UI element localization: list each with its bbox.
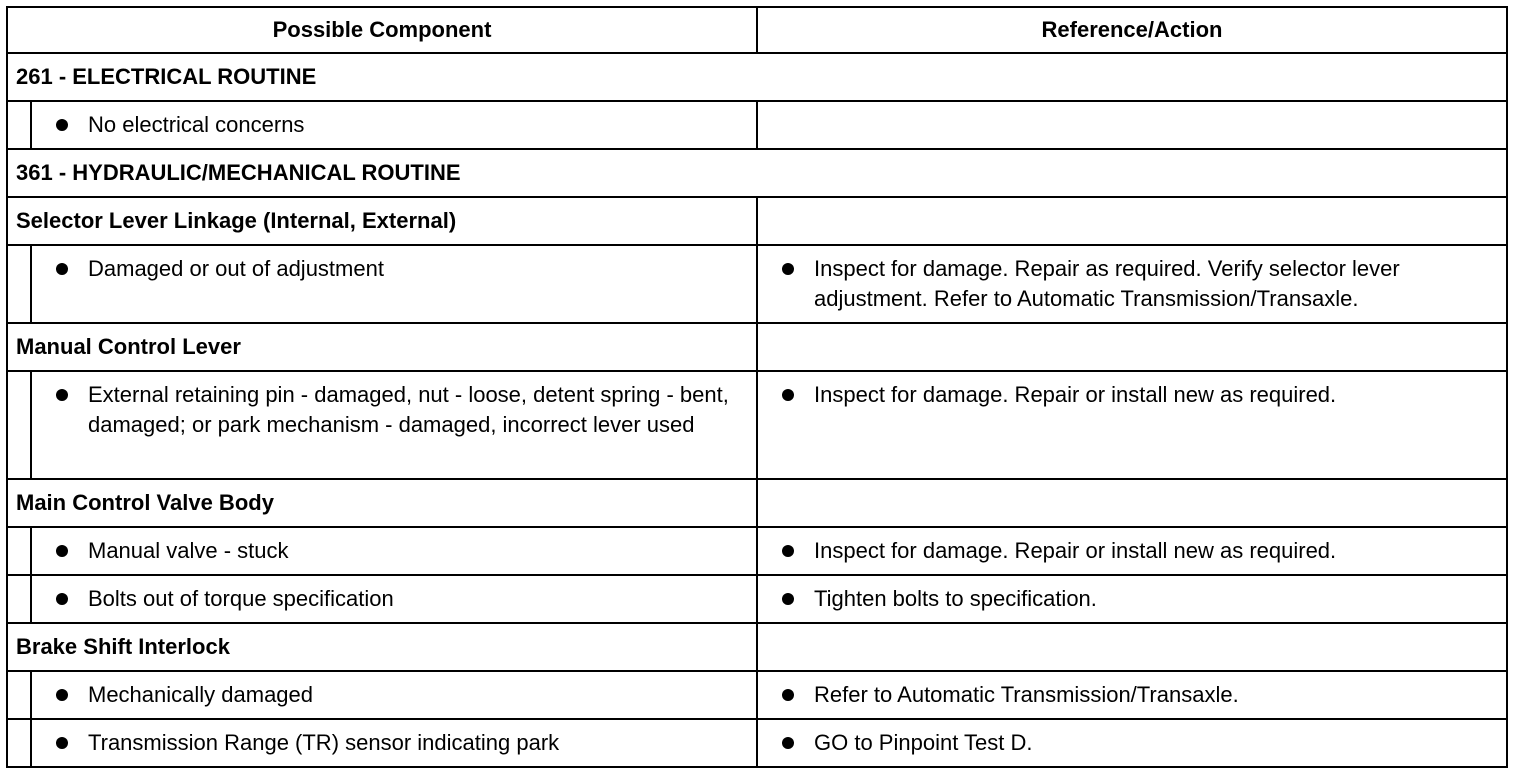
group-row — [7, 479, 1507, 527]
header-row — [7, 7, 1507, 53]
bullet-icon — [782, 389, 794, 401]
table-row — [7, 101, 1507, 149]
bullet-icon — [56, 263, 68, 275]
bullet-icon — [56, 545, 68, 557]
bullet-icon — [782, 263, 794, 275]
section-title-hydraulic: 361 - HYDRAULIC/MECHANICAL ROUTINE — [7, 149, 1507, 197]
indent-divider — [8, 528, 32, 574]
group-row — [7, 623, 1507, 671]
diagnostic-table — [6, 6, 1508, 768]
action-text: GO to Pinpoint Test D. — [814, 730, 1033, 755]
action-cell — [757, 671, 1507, 719]
indent-divider — [8, 576, 32, 622]
group-action-empty — [757, 197, 1507, 245]
component-cell — [7, 101, 757, 149]
section-row — [7, 149, 1507, 197]
component-cell — [7, 575, 757, 623]
group-title: Manual Control Lever — [7, 323, 757, 371]
action-cell — [757, 527, 1507, 575]
component-text: Transmission Range (TR) sensor indicating park — [88, 730, 560, 755]
table-row — [7, 527, 1507, 575]
indent-divider — [8, 672, 32, 718]
component-cell — [7, 371, 757, 479]
indent-divider — [8, 246, 32, 322]
bullet-icon — [56, 689, 68, 701]
bullet-icon — [782, 689, 794, 701]
bullet-icon — [56, 389, 68, 401]
indent-divider — [8, 720, 32, 766]
action-cell — [757, 575, 1507, 623]
component-text: Bolts out of torque specification — [88, 586, 394, 611]
group-title: Main Control Valve Body — [7, 479, 757, 527]
table-row — [7, 371, 1507, 479]
indent-divider — [8, 102, 32, 148]
component-cell — [7, 245, 757, 323]
action-text: Tighten bolts to specification. — [814, 586, 1097, 611]
component-cell — [7, 719, 757, 767]
bullet-icon — [782, 593, 794, 605]
header-possible-component: Possible Component — [7, 7, 757, 53]
bullet-icon — [782, 545, 794, 557]
action-cell-empty — [757, 101, 1507, 149]
bullet-icon — [56, 593, 68, 605]
bullet-icon — [56, 119, 68, 131]
component-cell — [7, 527, 757, 575]
component-cell — [7, 671, 757, 719]
group-row — [7, 323, 1507, 371]
action-cell — [757, 245, 1507, 323]
indent-divider — [8, 372, 32, 478]
bullet-icon — [782, 737, 794, 749]
action-text: Inspect for damage. Repair as required. Verify selector lever adjustment. Refer to Automatic Transmission/Transaxle. — [814, 256, 1400, 311]
component-text: External retaining pin - damaged, nut - loose, detent spring - bent, damaged; or park mechanism - damaged, incorrect lever used — [88, 382, 729, 437]
action-text: Refer to Automatic Transmission/Transaxle. — [814, 682, 1239, 707]
group-title: Brake Shift Interlock — [7, 623, 757, 671]
action-cell — [757, 371, 1507, 479]
group-action-empty — [757, 623, 1507, 671]
group-action-empty — [757, 479, 1507, 527]
table-row — [7, 671, 1507, 719]
action-cell — [757, 719, 1507, 767]
table-row — [7, 245, 1507, 323]
component-text: Manual valve - stuck — [88, 538, 289, 563]
component-text: Mechanically damaged — [88, 682, 314, 707]
component-text: No electrical concerns — [88, 112, 305, 137]
component-text: Damaged or out of adjustment — [88, 256, 384, 281]
table-row — [7, 719, 1507, 767]
action-text: Inspect for damage. Repair or install new as required. — [814, 382, 1337, 407]
section-row — [7, 53, 1507, 101]
section-title-electrical: 261 - ELECTRICAL ROUTINE — [7, 53, 1507, 101]
group-action-empty — [757, 323, 1507, 371]
header-reference-action: Reference/Action — [757, 7, 1507, 53]
action-text: Inspect for damage. Repair or install new as required. — [814, 538, 1337, 563]
bullet-icon — [56, 737, 68, 749]
group-row — [7, 197, 1507, 245]
table-row — [7, 575, 1507, 623]
group-title: Selector Lever Linkage (Internal, External) — [7, 197, 757, 245]
